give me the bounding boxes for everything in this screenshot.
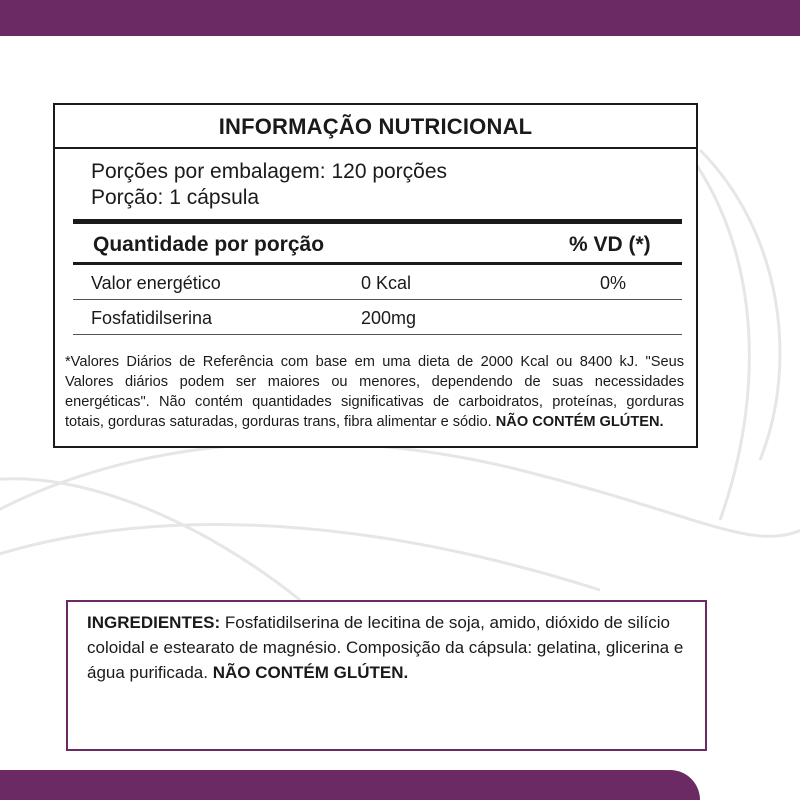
nutrient-daily-value: 0%	[600, 273, 627, 293]
nutrient-name: Fosfatidilserina	[91, 308, 213, 328]
ingredients-box	[66, 600, 707, 751]
serving-info	[73, 149, 682, 215]
nutrient-row	[73, 300, 682, 335]
nutrient-amount: 0 Kcal	[361, 273, 412, 293]
column-header-row	[73, 224, 682, 265]
nutrition-footnote	[65, 352, 684, 432]
ingredients-label: INGREDIENTES:	[87, 613, 221, 632]
ingredients-text: Fosfatidilserina de lecitina de soja, amido, dióxido de silício coloidal e estearato de magnésio. Composição da cápsula: gelatina, glicerina e água purificada.	[87, 613, 684, 682]
nutrition-facts-table	[53, 103, 698, 448]
nutrition-body	[73, 149, 682, 335]
footnote-text: *Valores Diários de Referência com base em uma dieta de 2000 Kcal ou 8400 kJ. "Seus Valores diários podem ser maiores ou menores, dependendo de suas necessidades energéticas". Não contém quantidades significativas de carboidratos, proteínas, gorduras totais, gorduras saturadas, gorduras trans, fibra alimentar e sódio.	[65, 354, 684, 430]
ingredients-gluten-note: NÃO CONTÉM GLÚTEN.	[212, 663, 409, 682]
gluten-free-note: NÃO CONTÉM GLÚTEN.	[495, 414, 664, 430]
serving-size: Porção: 1 cápsula	[91, 186, 260, 209]
header-quantity: Quantidade por porção	[93, 233, 325, 256]
nutrient-row	[73, 265, 682, 300]
bottom-footer-bar	[0, 770, 700, 800]
nutrient-name: Valor energético	[91, 273, 221, 293]
nutrition-title: INFORMAÇÃO NUTRICIONAL	[55, 105, 696, 149]
nutrient-amount: 200mg	[361, 308, 417, 328]
header-daily-value: % VD (*)	[569, 233, 651, 256]
servings-per-package: Porções por embalagem: 120 porções	[91, 160, 448, 183]
